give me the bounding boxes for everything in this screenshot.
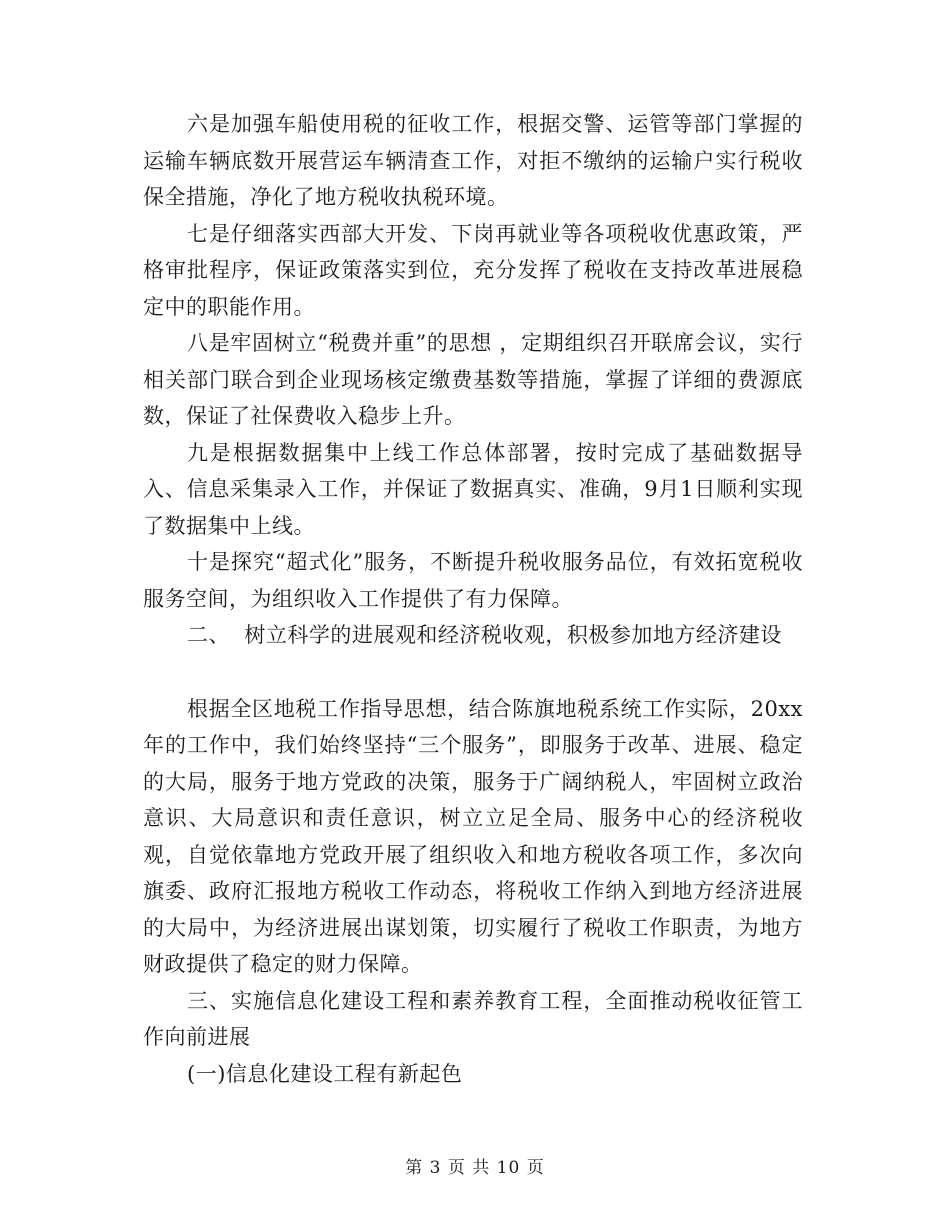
paragraph-item-8: 八是牢固树立“税费并重”的思想 ，定期组织召开联席会议，实行相关部门联合到企业现场核定缴费基数等措施，掌握了详细的费源底数，保证了社保费收入稳步上升。 — [143, 331, 803, 428]
section-2-body: 根据全区地税工作指导思想，结合陈旗地税系统工作实际，20xx年的工作中，我们始终坚持“三个服务”，即服务于改革、进展、稳定的大局，服务于地方党政的决策，服务于广阔纳税人，牢固树立政治意识、大局意识和责任意识，树立立足全局、服务中心的经济税收观，自觉依靠地方党政开展了组织收入和地方税收各项工作，多次向旗委、政府汇报地方税收工作动态，将税收工作纳入到地方经济进展的大局中，为经济进展出谋划策，切实履行了税收工作职责，为地方财政提供了稳定的财力保障。 — [143, 696, 803, 976]
subsection-1-heading: (一)信息化建设工程有新起色 — [187, 1061, 463, 1086]
paragraph-item-6: 六是加强车船使用税的征收工作，根据交警、运管等部门掌握的运输车辆底数开展营运车辆清查工作，对拒不缴纳的运输户实行税收保全措施，净化了地方税收执税环境。 — [143, 112, 803, 209]
section-spacer — [143, 654, 803, 691]
paragraph-item-9: 九是根据数据集中上线工作总体部署，按时完成了基础数据导入、信息采集录入工作，并保证了数据真实、准确，9月1日顺利实现了数据集中上线。 — [143, 440, 803, 538]
document-page — [143, 106, 803, 1092]
paragraph-item-7: 七是仔细落实西部大开发、下岗再就业等各项税收优惠政策，严格审批程序，保证政策落实到位，充分发挥了税收在支持改革进展稳定中的职能作用。 — [143, 221, 803, 319]
section-2-heading: 二、 树立科学的进展观和经济税收观，积极参加地方经济建设 — [187, 623, 782, 647]
page-number-footer: 第 3 页 共 10 页 — [405, 1158, 545, 1178]
paragraph-item-10: 十是探究“超式化”服务，不断提升税收服务品位，有效拓宽税收服务空间，为组织收入工作提供了有力保障。 — [143, 550, 803, 611]
section-3-heading: 三、实施信息化建设工程和素养教育工程，全面推动税收征管工作向前进展 — [143, 988, 803, 1049]
